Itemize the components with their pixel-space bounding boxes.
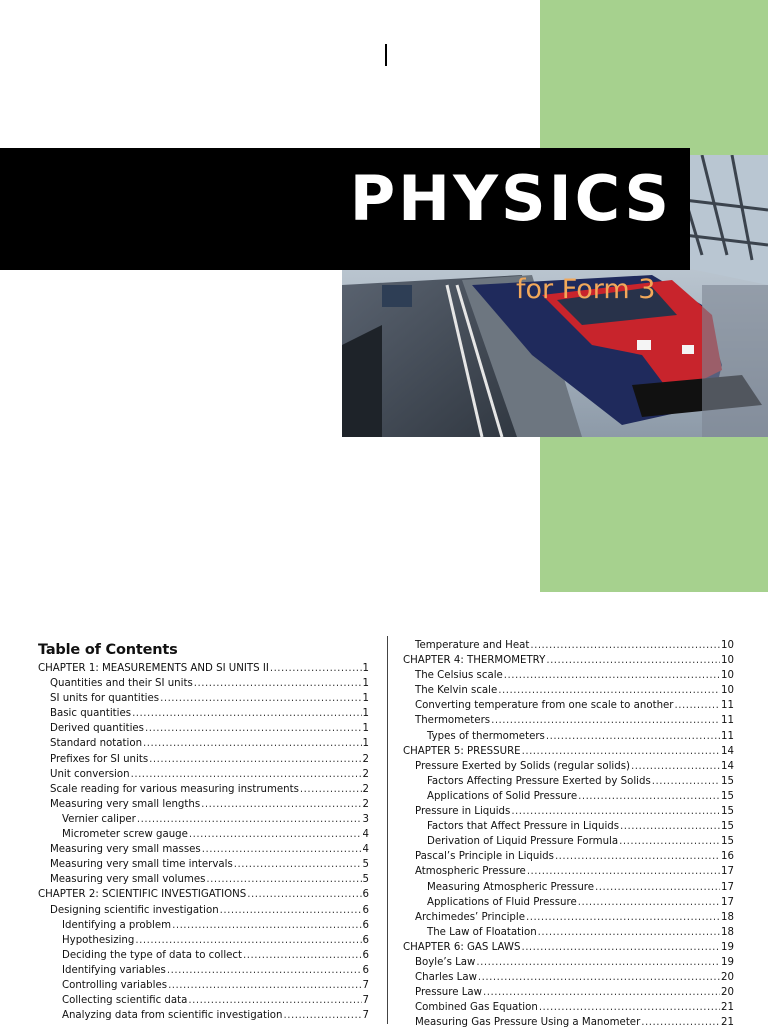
- toc-entry-title: Types of thermometers: [427, 730, 545, 742]
- toc-dot-leader: [194, 676, 362, 691]
- toc-dot-leader: [243, 948, 361, 963]
- toc-dot-leader: [206, 872, 361, 887]
- toc-entry[interactable]: [403, 698, 734, 713]
- toc-entry[interactable]: [403, 668, 734, 683]
- toc-entry[interactable]: [403, 849, 734, 864]
- toc-entry[interactable]: [403, 638, 734, 653]
- toc-entry-title: CHAPTER 6: GAS LAWS: [403, 941, 521, 953]
- toc-entry[interactable]: [38, 857, 369, 872]
- toc-entry[interactable]: [403, 744, 734, 759]
- toc-entry-title: Quantities and their SI units: [50, 678, 193, 690]
- toc-entry[interactable]: [38, 978, 369, 993]
- toc-entry-title: Measuring very small time intervals: [50, 859, 233, 871]
- toc-entry-title: Combined Gas Equation: [415, 1002, 538, 1014]
- toc-dot-leader: [530, 638, 720, 653]
- toc-page-number: 15: [721, 836, 734, 848]
- toc-page-number: 5: [362, 859, 369, 871]
- toc-page-number: 18: [721, 911, 734, 923]
- column-divider: [387, 636, 388, 1024]
- toc-page-number: 14: [721, 745, 734, 757]
- toc-entry-title: Measuring Gas Pressure Using a Manometer: [415, 1017, 641, 1029]
- toc-page-number: 16: [721, 851, 734, 863]
- toc-page-number: 11: [721, 730, 734, 742]
- toc-page-number: 5: [362, 874, 369, 886]
- toc-dot-leader: [149, 752, 361, 767]
- toc-entry[interactable]: [403, 834, 734, 849]
- toc-page-number: 1: [362, 708, 369, 720]
- toc-entry[interactable]: [403, 774, 734, 789]
- toc-entry-title: Identifying variables: [62, 964, 166, 976]
- toc-entry[interactable]: [38, 736, 369, 751]
- toc-dot-leader: [595, 880, 720, 895]
- toc-entry[interactable]: [403, 895, 734, 910]
- toc-page-number: 17: [721, 881, 734, 893]
- toc-page-number: 1: [362, 678, 369, 690]
- toc-entry-title: Pascal’s Principle in Liquids: [415, 851, 554, 863]
- toc-dot-leader: [504, 668, 720, 683]
- toc-entry-title: Micrometer screw gauge: [62, 829, 188, 841]
- text-cursor: [385, 44, 387, 66]
- toc-dot-leader: [131, 767, 362, 782]
- toc-entry-title: Deciding the type of data to collect: [62, 949, 243, 961]
- toc-dot-leader: [220, 903, 362, 918]
- toc-dot-leader: [526, 910, 720, 925]
- toc-dot-leader: [247, 887, 361, 902]
- toc-entry-title: Analyzing data from scientific investigation: [62, 1010, 283, 1022]
- toc-entry-title: Basic quantities: [50, 708, 132, 720]
- toc-entry-title: Applications of Fluid Pressure: [427, 896, 577, 908]
- toc-page-number: 2: [362, 768, 369, 780]
- toc-dot-leader: [511, 804, 720, 819]
- toc-dot-leader: [483, 985, 720, 1000]
- toc-entry-title: Designing scientific investigation: [50, 904, 219, 916]
- toc-page-number: 7: [362, 1010, 369, 1022]
- toc-entry[interactable]: [38, 812, 369, 827]
- toc-entry-title: Charles Law: [415, 972, 477, 984]
- toc-page-number: 18: [721, 926, 734, 938]
- toc-dot-leader: [145, 721, 362, 736]
- toc-entry[interactable]: [403, 955, 734, 970]
- toc-page-number: 4: [362, 844, 369, 856]
- toc-dot-leader: [555, 849, 720, 864]
- toc-page-number: 10: [721, 640, 734, 651]
- toc-dot-leader: [538, 925, 720, 940]
- toc-entry-title: Measuring very small lengths: [50, 798, 201, 810]
- toc-left-column: [38, 638, 369, 1023]
- toc-entry-title: Atmospheric Pressure: [415, 866, 526, 878]
- toc-page-number: 21: [721, 1017, 734, 1029]
- toc-entry[interactable]: [403, 819, 734, 834]
- toc-entry-title: Thermometers: [415, 715, 491, 727]
- toc-dot-leader: [476, 955, 720, 970]
- toc-entry-title: Vernier caliper: [62, 813, 136, 825]
- toc-page-number: 17: [721, 866, 734, 878]
- toc-entry[interactable]: [403, 759, 734, 774]
- cover-title: PHYSICS: [349, 162, 672, 235]
- toc-page-number: 6: [362, 934, 369, 946]
- toc-dot-leader: [160, 691, 361, 706]
- toc-entry-title: Hypothesizing: [62, 934, 135, 946]
- toc-page-number: 20: [721, 972, 734, 984]
- toc-entry[interactable]: [38, 948, 369, 963]
- toc-entry[interactable]: [403, 789, 734, 804]
- toc-page-number: 7: [362, 979, 369, 991]
- toc-entry-title: The Kelvin scale: [415, 685, 498, 697]
- toc-entry[interactable]: [403, 985, 734, 1000]
- toc-entry-title: Factors Affecting Pressure Exerted by Solids: [427, 775, 651, 787]
- toc-page-number: 15: [721, 775, 734, 787]
- toc-dot-leader: [674, 698, 720, 713]
- toc-entry[interactable]: [38, 691, 369, 706]
- toc-entry[interactable]: [403, 880, 734, 895]
- toc-page-number: 1: [362, 663, 369, 674]
- toc-entry[interactable]: [38, 903, 369, 918]
- toc-entry[interactable]: [38, 963, 369, 978]
- toc-entry[interactable]: [38, 661, 369, 676]
- toc-entry-title: CHAPTER 2: SCIENTIFIC INVESTIGATIONS: [38, 889, 247, 901]
- toc-entry-title: Measuring Atmospheric Pressure: [427, 881, 595, 893]
- toc-entry-title: Archimedes’ Principle: [415, 911, 525, 923]
- toc-page-number: 21: [721, 1002, 734, 1014]
- toc-dot-leader: [189, 827, 362, 842]
- toc-page-number: 6: [362, 904, 369, 916]
- toc-entry-title: CHAPTER 5: PRESSURE: [403, 745, 521, 757]
- toc-page-number: 4: [362, 829, 369, 841]
- toc-dot-leader: [135, 933, 361, 948]
- toc-dot-leader: [478, 970, 720, 985]
- toc-entry-title: CHAPTER 4: THERMOMETRY: [403, 655, 546, 667]
- toc-entry[interactable]: [403, 910, 734, 925]
- toc-entry-title: Identifying a problem: [62, 919, 172, 931]
- toc-dot-leader: [202, 842, 362, 857]
- toc-entry-title: Pressure Law: [415, 987, 482, 999]
- toc-entry-title: Controlling variables: [62, 979, 168, 991]
- toc-entry[interactable]: [403, 970, 734, 985]
- toc-page-number: 1: [362, 723, 369, 735]
- toc-dot-leader: [641, 1015, 720, 1030]
- toc-dot-leader: [539, 1000, 720, 1015]
- toc-page-number: 17: [721, 896, 734, 908]
- toc-page-number: 15: [721, 806, 734, 818]
- toc-entry[interactable]: [38, 842, 369, 857]
- toc-entry-title: Prefixes for SI units: [50, 753, 149, 765]
- toc-dot-leader: [300, 782, 362, 797]
- toc-page-number: 2: [362, 783, 369, 795]
- toc-page-number: 6: [362, 949, 369, 961]
- toc-dot-leader: [631, 759, 720, 774]
- toc-entry[interactable]: [38, 827, 369, 842]
- toc-dot-leader: [270, 661, 362, 676]
- toc-entry[interactable]: [403, 713, 734, 728]
- toc-dot-leader: [143, 736, 361, 751]
- toc-entry-title: Derived quantities: [50, 723, 144, 735]
- toc-entry[interactable]: [403, 653, 734, 668]
- toc-entry-title: The Law of Floatation: [427, 926, 537, 938]
- toc-entry-title: Standard notation: [50, 738, 143, 750]
- toc-dot-leader: [578, 895, 720, 910]
- toc-entry[interactable]: [38, 797, 369, 812]
- toc-dot-leader: [578, 789, 720, 804]
- toc-entry-title: Pressure Exerted by Solids (regular solids): [415, 760, 631, 772]
- toc-entry[interactable]: [38, 872, 369, 887]
- toc-entry[interactable]: [403, 1015, 734, 1030]
- toc-page-number: 19: [721, 956, 734, 968]
- toc-page-number: 3: [362, 813, 369, 825]
- toc-entry-title: Temperature and Heat: [415, 640, 530, 651]
- toc-entry[interactable]: [403, 804, 734, 819]
- toc-entry-title: Converting temperature from one scale to another: [415, 700, 674, 712]
- toc-page-number: 7: [362, 995, 369, 1007]
- toc-entry-title: Factors that Affect Pressure in Liquids: [427, 821, 620, 833]
- toc-dot-leader: [546, 653, 720, 668]
- toc-page-number: 6: [362, 964, 369, 976]
- toc-entry[interactable]: [403, 864, 734, 879]
- toc-entry-title: Scale reading for various measuring instruments: [50, 783, 299, 795]
- toc-entry-title: Collecting scientific data: [62, 995, 188, 1007]
- toc-page-number: 11: [721, 700, 734, 712]
- toc-dot-leader: [619, 834, 720, 849]
- toc-entry[interactable]: [38, 933, 369, 948]
- toc-dot-leader: [201, 797, 361, 812]
- toc-page-number: 11: [721, 715, 734, 727]
- toc-entry-title: CHAPTER 1: MEASUREMENTS AND SI UNITS II: [38, 663, 269, 674]
- toc-dot-leader: [620, 819, 720, 834]
- toc-entry[interactable]: [403, 729, 734, 744]
- toc-entry-title: Applications of Solid Pressure: [427, 790, 578, 802]
- toc-entry[interactable]: [403, 925, 734, 940]
- toc-page-number: 2: [362, 753, 369, 765]
- toc-dot-leader: [521, 940, 720, 955]
- cover-subtitle: for Form 3: [516, 274, 656, 305]
- toc-entry[interactable]: [38, 887, 369, 902]
- toc-entry[interactable]: [38, 721, 369, 736]
- toc-page-number: 10: [721, 670, 734, 682]
- toc-dot-leader: [652, 774, 720, 789]
- toc-dot-leader: [137, 812, 362, 827]
- toc-dot-leader: [522, 744, 720, 759]
- toc-entry[interactable]: [38, 706, 369, 721]
- toc-entry-title: Derivation of Liquid Pressure Formula: [427, 836, 619, 848]
- toc-dot-leader: [188, 993, 361, 1008]
- toc-right-column: [403, 638, 734, 1030]
- toc-dot-leader: [546, 729, 720, 744]
- toc-page-number: 15: [721, 790, 734, 802]
- toc-entry-title: Pressure in Liquids: [415, 806, 511, 818]
- toc-dot-leader: [498, 683, 720, 698]
- toc-entry-title: Boyle’s Law: [415, 956, 476, 968]
- toc-dot-leader: [172, 918, 361, 933]
- toc-entry[interactable]: [38, 1008, 369, 1023]
- toc-entry[interactable]: [403, 1000, 734, 1015]
- toc-entry[interactable]: [38, 993, 369, 1008]
- toc-entry-title: The Celsius scale: [415, 670, 503, 682]
- toc-page-number: 15: [721, 821, 734, 833]
- toc-page-number: 20: [721, 987, 734, 999]
- toc-dot-leader: [527, 864, 720, 879]
- toc-page-number: 6: [362, 919, 369, 931]
- title-band: [0, 148, 690, 270]
- toc-entry[interactable]: [38, 918, 369, 933]
- toc-page-number: 19: [721, 941, 734, 953]
- toc-entry[interactable]: [38, 752, 369, 767]
- toc-page-number: 2: [362, 798, 369, 810]
- toc-entry[interactable]: [38, 767, 369, 782]
- toc-dot-leader: [167, 963, 362, 978]
- toc-entry[interactable]: [38, 676, 369, 691]
- toc-entry[interactable]: [38, 782, 369, 797]
- toc-page-number: 14: [721, 760, 734, 772]
- toc-entry[interactable]: [403, 683, 734, 698]
- toc-entry-title: Unit conversion: [50, 768, 130, 780]
- toc-page-number: 1: [362, 738, 369, 750]
- toc-entry-title: Measuring very small masses: [50, 844, 201, 856]
- toc-page-number: 6: [362, 889, 369, 901]
- toc-page-number: 10: [721, 685, 734, 697]
- toc-dot-leader: [234, 857, 362, 872]
- toc-page-number: 10: [721, 655, 734, 667]
- toc-heading: Table of Contents: [38, 642, 178, 658]
- toc-dot-leader: [132, 706, 361, 721]
- toc-entry-title: Measuring very small volumes: [50, 874, 206, 886]
- toc-dot-leader: [283, 1008, 361, 1023]
- toc-entry-title: SI units for quantities: [50, 693, 160, 705]
- toc-entry[interactable]: [403, 940, 734, 955]
- toc-page-number: 1: [362, 693, 369, 705]
- toc-dot-leader: [168, 978, 361, 993]
- toc-dot-leader: [491, 713, 720, 728]
